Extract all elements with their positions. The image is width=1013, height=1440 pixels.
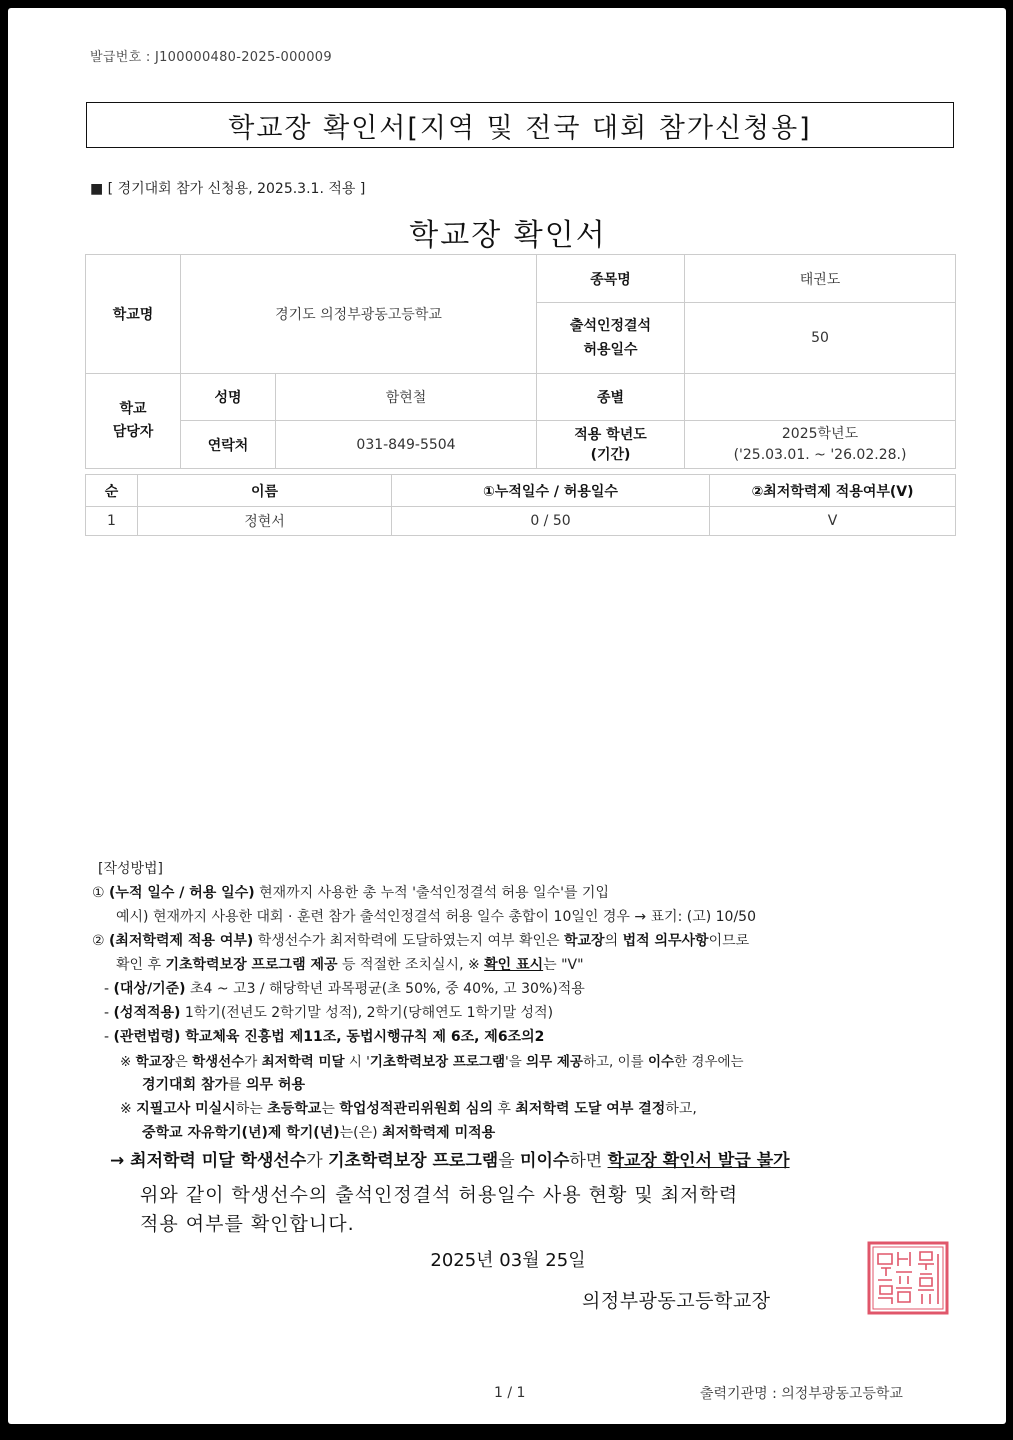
- guide-text: 법적 의무사항: [622, 933, 709, 949]
- confirmation-line-2: 적용 여부를 확인합니다.: [140, 1213, 355, 1235]
- school-year-value: [685, 421, 956, 469]
- guide-text: 중학교 자유학기(년)제 학기(년): [142, 1125, 340, 1141]
- guide-text: 하고,: [665, 1101, 697, 1117]
- school-year-value-line1: 2025학년도: [781, 425, 859, 442]
- school-year-label-line1: 적용 학년도: [574, 426, 647, 443]
- guide-line-9: [142, 1074, 305, 1094]
- guide-text: (대상/기준): [113, 981, 186, 997]
- guide-text: 학업성적관리위원회 심의: [339, 1101, 493, 1117]
- guide-text: 학교장: [564, 933, 605, 949]
- guide-line-3: [92, 930, 749, 950]
- guide-text: (최저학력제 적용 여부): [109, 933, 254, 949]
- school-year-label-line2: (기간): [590, 446, 631, 463]
- info-table: [85, 254, 956, 469]
- guide-text: 하는: [235, 1101, 268, 1117]
- guide-text: → 최저학력 미달 학생선수: [110, 1151, 307, 1171]
- issue-number: 발급번호 : J100000480-2025-000009: [90, 50, 332, 65]
- guide-text: -: [104, 981, 114, 997]
- guide-text: 을: [498, 1151, 521, 1171]
- category-value: [685, 374, 956, 421]
- guide-text: 시 ': [344, 1054, 370, 1070]
- guide-text: ※: [120, 1101, 137, 1117]
- table-cell: V: [710, 507, 956, 536]
- table-row: [86, 507, 956, 536]
- guide-line-6: [104, 1002, 553, 1022]
- main-title: 학교장 확인서[지역 및 전국 대회 참가신청용]: [86, 102, 954, 148]
- guide-text: '을: [505, 1054, 527, 1070]
- column-header: 순: [86, 475, 138, 507]
- guide-text: 이므로: [708, 933, 750, 949]
- guide-text: 미이수: [520, 1151, 570, 1171]
- column-header: 이름: [138, 475, 392, 507]
- confirmation-statement: [140, 1181, 738, 1239]
- guide-text: 은: [174, 1054, 193, 1070]
- official-seal-icon: [866, 1240, 950, 1316]
- principal-name: 의정부광동고등학교장: [582, 1290, 771, 1312]
- guide-line-8: [120, 1050, 744, 1070]
- guide-text: 확인 후: [116, 957, 166, 973]
- school-name-value: 경기도 의정부광동고등학교: [181, 255, 537, 374]
- guide-text: ※: [120, 1054, 136, 1070]
- guide-text: (성적적용): [113, 1005, 181, 1021]
- guide-text: 최저학력제 미적용: [382, 1125, 496, 1141]
- guide-text: 를: [228, 1077, 247, 1093]
- guide-text: ①: [92, 885, 110, 901]
- guide-text: 후: [492, 1101, 516, 1117]
- guide-text: ②: [92, 933, 110, 949]
- guide-text: 학생선수가 최저학력에 도달하였는지 여부 확인은: [253, 933, 564, 949]
- guide-line-4: [116, 954, 584, 974]
- guide-text: 하고, 이를: [582, 1054, 648, 1070]
- school-manager-label: [86, 374, 181, 469]
- guide-text: 의: [604, 933, 623, 949]
- guide-text: 기초학력보장 프로그램: [369, 1054, 506, 1070]
- guide-text: 기초학력보장 프로그램 제공: [165, 957, 338, 973]
- allowed-days-label-line2: 허용일수: [583, 342, 638, 358]
- table-header-row: [86, 475, 956, 507]
- guide-line-10: [120, 1098, 697, 1118]
- school-name-label: 학교명: [86, 255, 181, 374]
- guide-text: -: [104, 1005, 114, 1021]
- guide-text: 경기대회 참가: [142, 1077, 229, 1093]
- allowed-days-value: 50: [685, 303, 956, 374]
- guide-text: 등 적절한 조치실시, ※: [337, 957, 485, 973]
- subtitle: ■ [ 경기대회 참가 신청용, 2025.3.1. 적용 ]: [90, 181, 366, 197]
- guide-text: 는: [321, 1101, 340, 1117]
- manager-name-value: 함현철: [276, 374, 537, 421]
- guide-text: 이수: [647, 1054, 675, 1070]
- seal-characters: [878, 1252, 938, 1304]
- guide-text: 최저학력 미달: [261, 1054, 345, 1070]
- contact-value: 031-849-5504: [276, 421, 537, 469]
- guide-line-1: [92, 882, 609, 902]
- guide-line-12: [110, 1146, 790, 1171]
- guide-text: (관련법령) 학교체육 진흥법 제11조, 동법시행규칙 제 6조, 제6조의2: [113, 1029, 545, 1045]
- manager-name-label: 성명: [181, 374, 276, 421]
- table-cell: 정현서: [138, 507, 392, 536]
- guide-text: 현재까지 사용한 총 누적 '출석인정결석 허용 일수'를 기입: [254, 885, 609, 901]
- guide-text: -: [104, 1029, 114, 1045]
- guide-line-2: 예시) 현재까지 사용한 대회 · 훈련 참가 출석인정결석 허용 일수 총합이 10일인 경우 → 표기: (고) 10/50: [116, 909, 756, 925]
- student-list-table: [85, 474, 956, 536]
- event-value: 태권도: [685, 255, 956, 303]
- guide-text: 의무 허용: [246, 1077, 305, 1093]
- category-label: 종별: [537, 374, 685, 421]
- allowed-days-label: [537, 303, 685, 374]
- output-organization: 출력기관명 : 의정부광동고등학교: [700, 1386, 903, 1402]
- school-manager-label-line2: 담당자: [112, 424, 154, 440]
- guide-text: 는(은): [339, 1125, 383, 1141]
- guide-text: 초4 ~ 고3 / 해당학년 과목평균(초 50%, 중 40%, 고 30%)적용: [185, 981, 585, 997]
- guide-text: (누적 일수 / 허용 일수): [109, 885, 255, 901]
- page-number: 1 / 1: [494, 1385, 526, 1401]
- guide-text: 학생선수: [192, 1054, 245, 1070]
- guide-text: 의무 제공: [526, 1054, 583, 1070]
- school-manager-label-line1: 학교: [119, 401, 147, 417]
- guide-text: 학교장 확인서 발급 불가: [607, 1151, 790, 1171]
- contact-label: 연락처: [181, 421, 276, 469]
- table-cell: 1: [86, 507, 138, 536]
- guide-line-7: [104, 1026, 544, 1046]
- guide-heading: [작성방법]: [98, 861, 164, 877]
- doc-title: 학교장 확인서: [409, 218, 607, 253]
- guide-text: 한 경우에는: [674, 1054, 744, 1070]
- guide-text: 학교장: [135, 1054, 175, 1070]
- guide-text: 최저학력 도달 여부 결정: [515, 1101, 666, 1117]
- guide-text: 확인 표시: [484, 957, 544, 973]
- confirmation-line-1: 위와 같이 학생선수의 출석인정결석 허용일수 사용 현황 및 최저학력: [140, 1184, 739, 1206]
- school-year-value-line2: ('25.03.01. ~ '26.02.28.): [733, 446, 907, 463]
- guide-text: 초등학교: [267, 1101, 322, 1117]
- allowed-days-label-line1: 출석인정결석: [569, 318, 652, 334]
- event-label: 종목명: [537, 255, 685, 303]
- guide-text: 1학기(전년도 2학기말 성적), 2학기(당해연도 1학기말 성적): [180, 1005, 554, 1021]
- document-page: [8, 8, 1006, 1424]
- guide-text: 하면: [569, 1151, 608, 1171]
- guide-line-5: [104, 978, 585, 998]
- guide-text: 지필고사 미실시: [136, 1101, 236, 1117]
- guide-text: 는 "V": [543, 957, 584, 973]
- issue-date: 2025년 03월 25일: [430, 1250, 586, 1271]
- column-header: ②최저학력제 적용여부(V): [710, 475, 956, 507]
- table-cell: 0 / 50: [392, 507, 710, 536]
- guide-line-11: [142, 1122, 495, 1142]
- guide-text: 가: [244, 1054, 262, 1070]
- guide-text: 가: [306, 1151, 329, 1171]
- guide-text: 기초학력보장 프로그램: [328, 1151, 499, 1171]
- column-header: ①누적일수 / 허용일수: [392, 475, 710, 507]
- school-year-label: [537, 421, 685, 469]
